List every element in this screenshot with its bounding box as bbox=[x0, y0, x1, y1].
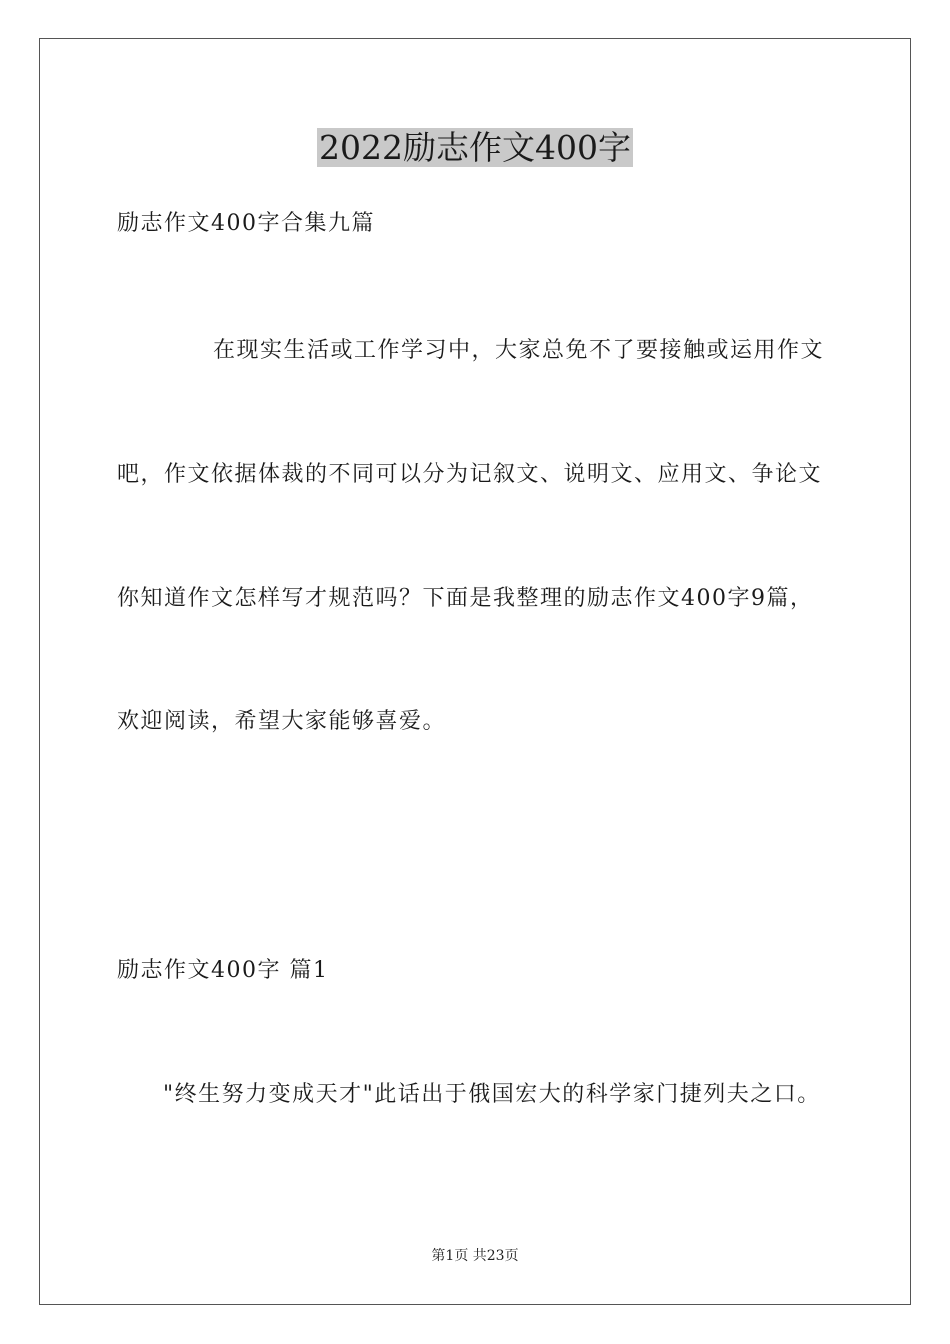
document-title bbox=[0, 128, 950, 168]
section-heading: 励志作文400字 篇1 bbox=[117, 958, 329, 983]
intro-line-3: 你知道作文怎样写才规范吗？下面是我整理的励志作文400字9篇， bbox=[117, 586, 814, 611]
intro-line-2: 吧，作文依据体裁的不同可以分为记叙文、说明文、应用文、争论文 bbox=[117, 462, 823, 487]
document-title-text: 2022励志作文400字 bbox=[319, 128, 631, 167]
section-paragraph-line: "终生努力变成天才"此话出于俄国宏大的科学家门捷列夫之口。 bbox=[163, 1082, 821, 1107]
page-footer: 第1页 共23页 bbox=[431, 1248, 519, 1264]
document-subtitle: 励志作文400字合集九篇 bbox=[117, 211, 375, 236]
intro-line-4: 欢迎阅读，希望大家能够喜爱。 bbox=[117, 709, 447, 734]
intro-line-1: 在现实生活或工作学习中，大家总免不了要接触或运用作文 bbox=[213, 338, 825, 363]
